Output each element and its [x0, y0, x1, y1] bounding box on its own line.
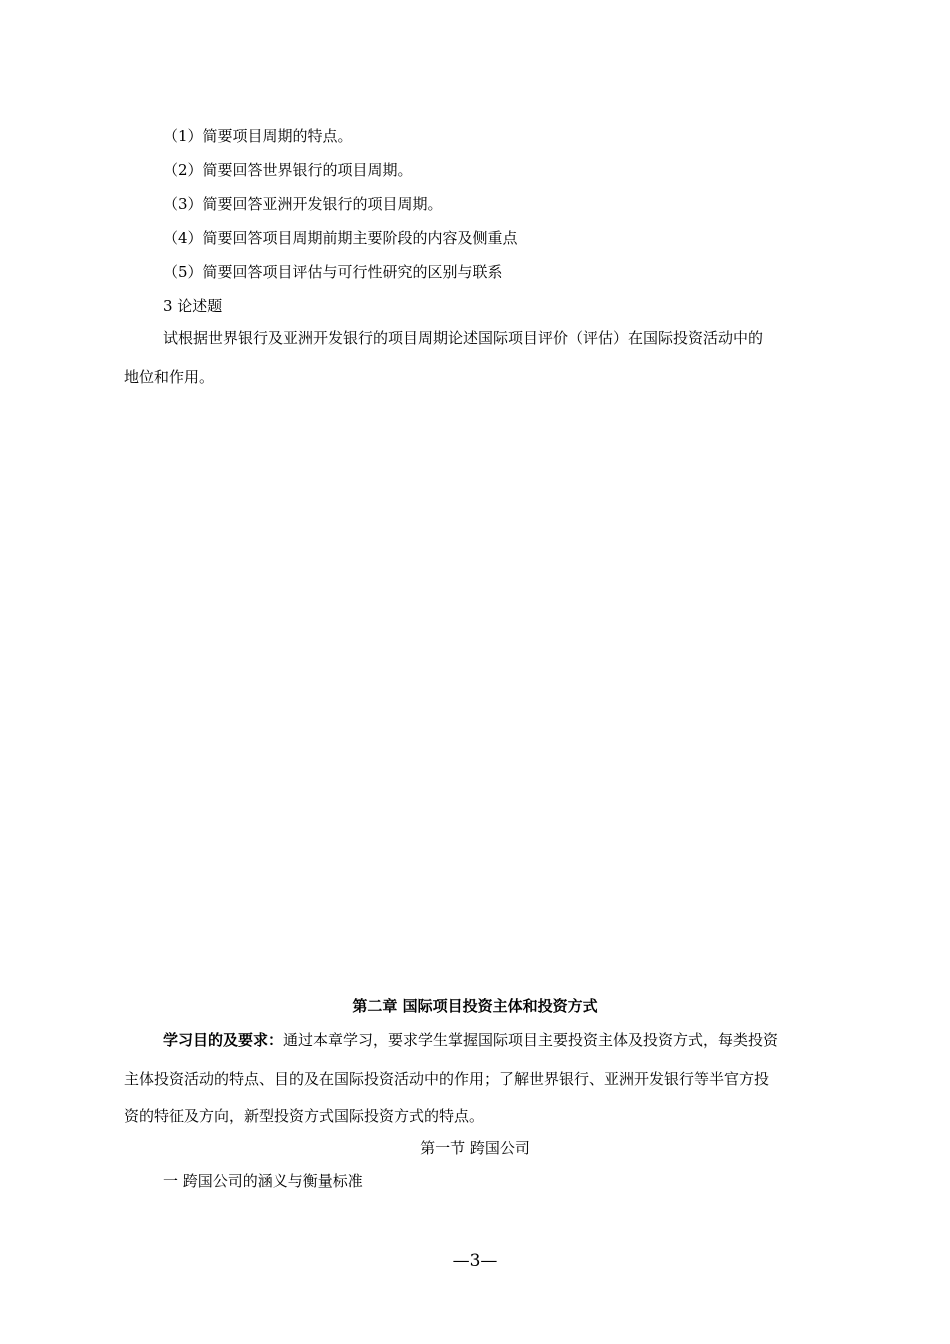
section-title: 第一节 跨国公司 — [420, 1139, 530, 1157]
question-2: （2）简要回答世界银行的项目周期。 — [163, 161, 413, 179]
objective-line-2: 主体投资活动的特点、目的及在国际投资活动中的作用；了解世界银行、亚洲开发银行等半官方投 — [124, 1070, 770, 1088]
objective-line-3: 资的特征及方向，新型投资方式国际投资方式的特点。 — [124, 1107, 485, 1125]
question-1: （1）简要项目周期的特点。 — [163, 127, 353, 145]
essay-question-line-1: 试根据世界银行及亚洲开发银行的项目周期论述国际项目评价（评估）在国际投资活动中的 — [163, 329, 764, 347]
essay-heading: 3 论述题 — [163, 297, 223, 315]
essay-question-line-2: 地位和作用。 — [124, 368, 215, 386]
objective-label: 学习目的及要求： — [163, 1031, 284, 1049]
page-number: —3— — [452, 1251, 498, 1271]
subsection-heading: 一 跨国公司的涵义与衡量标准 — [163, 1172, 363, 1190]
question-4: （4）简要回答项目周期前期主要阶段的内容及侧重点 — [163, 229, 518, 247]
question-3: （3）简要回答亚洲开发银行的项目周期。 — [163, 195, 443, 213]
objective-line-1 — [163, 1030, 778, 1050]
question-5: （5）简要回答项目评估与可行性研究的区别与联系 — [163, 263, 503, 281]
objective-text: 通过本章学习，要求学生掌握国际项目主要投资主体及投资方式，每类投资 — [283, 1031, 779, 1049]
chapter-title: 第二章 国际项目投资主体和投资方式 — [352, 997, 598, 1015]
